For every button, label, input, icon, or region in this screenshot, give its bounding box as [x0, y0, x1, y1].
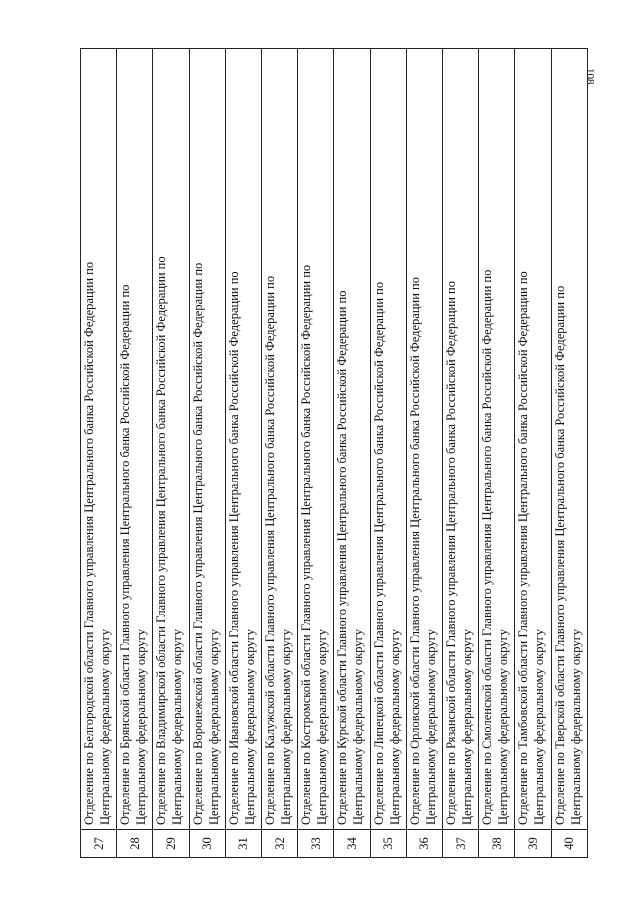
branch-name-line-1: Отделение по Костромской области Главного управления Центрального банка Российской Федерации по — [299, 264, 314, 825]
row-number: 28 — [117, 830, 153, 858]
row-number: 37 — [443, 830, 479, 858]
branch-name-cell — [153, 49, 189, 830]
row-number: 35 — [370, 830, 406, 858]
table-row — [334, 49, 370, 858]
table-row — [406, 49, 442, 858]
branch-name-cell — [225, 49, 261, 830]
branch-name-cell — [479, 49, 515, 830]
table-row — [189, 49, 225, 858]
row-number: 40 — [551, 830, 587, 858]
branch-name-cell — [262, 49, 298, 830]
row-number: 38 — [479, 830, 515, 858]
branch-name-cell — [443, 49, 479, 830]
branch-name-line-2: Центральному федеральному округу — [170, 629, 185, 825]
row-number: 34 — [334, 830, 370, 858]
branch-name-cell — [81, 49, 117, 830]
row-number: 27 — [81, 830, 117, 858]
branch-name-cell — [551, 49, 587, 830]
table-row — [443, 49, 479, 858]
row-number: 33 — [298, 830, 334, 858]
row-number: 31 — [225, 830, 261, 858]
table-row — [551, 49, 587, 858]
branch-name-cell — [370, 49, 406, 830]
branch-name-cell — [515, 49, 551, 830]
branch-name-line-2: Центральному федеральному округу — [496, 629, 511, 825]
table-row — [225, 49, 261, 858]
branch-name-line-2: Центральному федеральному округу — [351, 629, 366, 825]
branch-name-line-2: Центральному федеральному округу — [242, 629, 257, 825]
branch-name-cell — [334, 49, 370, 830]
branch-name-line-1: Отделение по Орловской области Главного управления Центрального банка Российской Федерации по — [407, 277, 422, 825]
branch-name-line-1: Отделение по Рязанской области Главного управления Центрального банка Российской Федерации по — [444, 281, 459, 825]
branch-name-line-2: Центральному федеральному округу — [206, 629, 221, 825]
branch-name-cell — [189, 49, 225, 830]
page-number: 108 — [584, 68, 596, 85]
row-number: 30 — [189, 830, 225, 858]
row-number: 32 — [262, 830, 298, 858]
branch-name-line-2: Центральному федеральному округу — [387, 629, 402, 825]
row-number: 36 — [406, 830, 442, 858]
rotated-table-wrapper — [80, 48, 588, 858]
table-body — [81, 49, 588, 858]
table-row — [479, 49, 515, 858]
branch-name-line-1: Отделение по Брянской области Главного управления Центрального банка Российской Федерации по — [118, 284, 133, 825]
branch-name-cell — [406, 49, 442, 830]
branch-name-line-1: Отделение по Тамбовской области Главного управления Центрального банка Российской Федерации по — [516, 271, 531, 825]
branch-name-line-2: Центральному федеральному округу — [98, 629, 112, 825]
branch-name-line-2: Центральному федеральному округу — [315, 629, 330, 825]
table-row — [370, 49, 406, 858]
row-number: 29 — [153, 830, 189, 858]
table-row — [117, 49, 153, 858]
branch-name-line-2: Центральному федеральному округу — [134, 629, 149, 825]
branch-name-cell — [117, 49, 153, 830]
branch-name-line-2: Центральному федеральному округу — [532, 629, 547, 825]
branch-name-line-1: Отделение по Белгородской области Главного управления Центрального банка Российской Федерации по — [82, 261, 96, 825]
branch-name-line-2: Центральному федеральному округу — [568, 629, 583, 825]
table-row — [81, 49, 117, 858]
branch-name-line-2: Центральному федеральному округу — [423, 629, 438, 825]
branch-name-line-1: Отделение по Липецкой области Главного управления Центрального банка Российской Федерации по — [371, 281, 386, 825]
branches-table — [80, 48, 588, 858]
table-row — [298, 49, 334, 858]
table-row — [262, 49, 298, 858]
branch-name-line-1: Отделение по Воронежской области Главного управления Центрального банка Российской Федерации по — [190, 262, 205, 825]
branch-name-line-1: Отделение по Калужской области Главного управления Центрального банка Российской Федерации по — [263, 275, 278, 825]
branch-name-line-2: Центральному федеральному округу — [279, 629, 294, 825]
row-number: 39 — [515, 830, 551, 858]
branch-name-line-1: Отделение по Курской области Главного управления Центрального банка Российской Федерации по — [335, 290, 350, 825]
branch-name-cell — [298, 49, 334, 830]
branch-name-line-2: Центральному федеральному округу — [460, 629, 475, 825]
branch-name-line-1: Отделение по Тверской области Главного управления Центрального банка Российской Федерации по — [552, 285, 567, 825]
branch-name-line-1: Отделение по Владимирской области Главного управления Центрального банка Российской Федерации по — [154, 256, 169, 825]
table-row — [515, 49, 551, 858]
branch-name-line-1: Отделение по Ивановской области Главного управления Центрального банка Российской Федерации по — [226, 271, 241, 825]
table-row — [153, 49, 189, 858]
branch-name-line-1: Отделение по Смоленской области Главного управления Центрального банка Российской Федерации по — [480, 269, 495, 825]
